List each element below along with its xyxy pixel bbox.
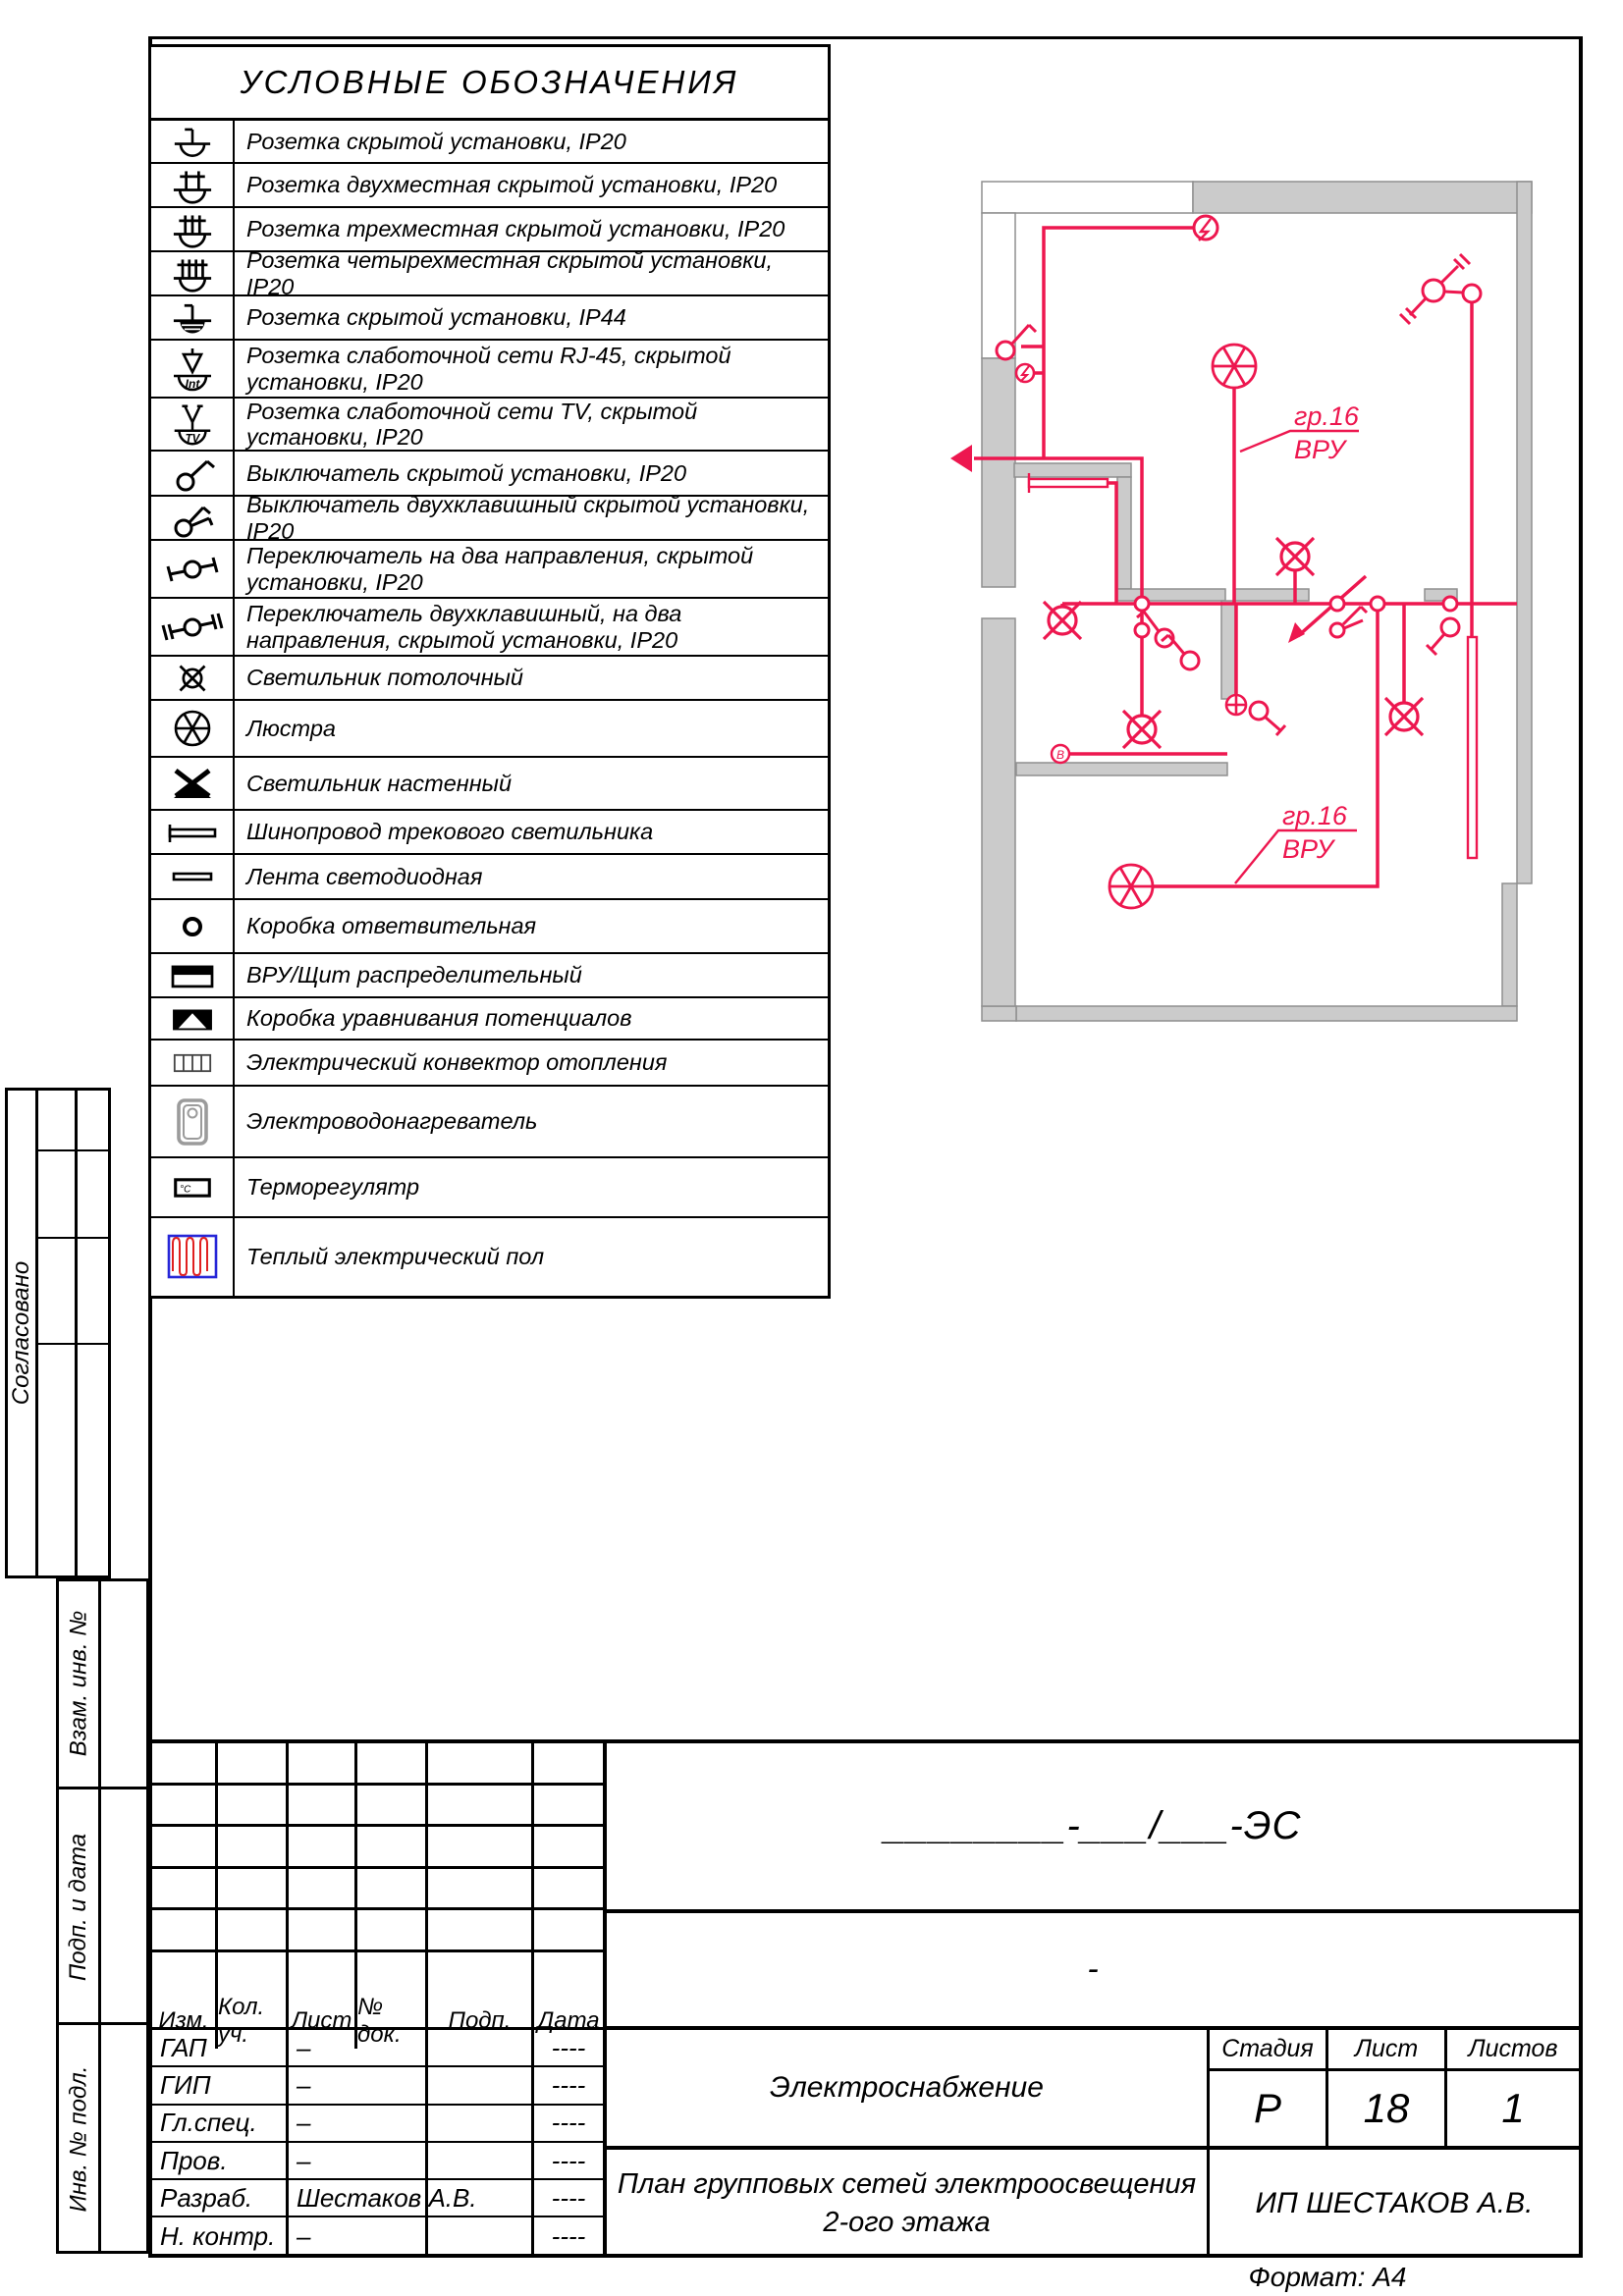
stamp-margin (56, 1578, 149, 2254)
feed-point-icon (1016, 364, 1034, 382)
frame-top (148, 36, 1583, 39)
changeover-1key-icon (151, 541, 235, 597)
svg-text:Int: Int (185, 376, 199, 391)
legend-row (151, 657, 828, 701)
svg-text:ВРУ: ВРУ (1294, 435, 1346, 464)
legend-label: Коробка уравнивания потенциалов (246, 1005, 632, 1032)
legend-label: Розетка трехместная скрытой установки, IP20 (246, 216, 785, 242)
distribution-board-icon (151, 954, 235, 996)
legend-row (151, 954, 828, 998)
format-label: Формат: А4 (1248, 2262, 1407, 2292)
legend-row (151, 1041, 828, 1087)
b-mark-label: В (1055, 748, 1065, 762)
svg-text:TV: TV (185, 433, 199, 446)
col-izm: Изм. (152, 1994, 218, 2049)
legend-row (151, 900, 828, 954)
stamp-cell-label: Подп. и дата (65, 1833, 91, 1982)
legend-label: Выключатель скрытой установки, IP20 (246, 459, 687, 486)
legend-label: Светильник настенный (246, 770, 513, 796)
legend-row (151, 208, 828, 252)
socket-triple-ip20-icon (151, 208, 235, 250)
sign (428, 2180, 534, 2217)
socket-quad-ip20-icon (151, 252, 235, 294)
legend-row (151, 599, 828, 657)
legend-row (151, 296, 828, 341)
led-strip-icon (1468, 637, 1477, 858)
sheet-label: Лист (1328, 2030, 1447, 2071)
signature-table (152, 2030, 603, 2258)
legend-row (151, 855, 828, 900)
name: – (289, 2106, 428, 2143)
date: ---- (534, 2143, 603, 2180)
legend-row (151, 758, 828, 811)
role: ГИП (152, 2067, 289, 2105)
legend-row (151, 492, 828, 544)
water-heater-icon (151, 1087, 235, 1156)
name: – (289, 2217, 428, 2255)
sign (428, 2217, 534, 2255)
switch-2key-icon (151, 497, 235, 539)
sheets-value: 1 (1501, 2085, 1525, 2131)
legend-label: Розетка слаботочной сети TV, скрытой установки, IP20 (246, 398, 698, 450)
col-list: Лист (289, 1994, 357, 2049)
legend-row (151, 247, 828, 299)
name: – (289, 2030, 428, 2067)
legend-row (151, 541, 828, 599)
stage-value: Р (1210, 2071, 1328, 2146)
legend-label: Переключатель двухклавишный, на два направления, скрытой установки, IP20 (246, 601, 682, 653)
group-label-2 (1235, 801, 1357, 883)
svg-text:°C: °C (179, 1184, 190, 1196)
stamp-cell-label: Взам. инв. № (65, 1610, 92, 1757)
group-label-1 (1240, 401, 1360, 464)
svg-text:ВРУ: ВРУ (1282, 834, 1334, 864)
svg-text:гр.16: гр.16 (1294, 401, 1359, 431)
legend-row (151, 811, 828, 855)
socket-tv-icon (151, 399, 235, 450)
socket-ip44-icon (151, 296, 235, 339)
chandelier-icon (151, 701, 235, 756)
section-title: Электроснабжение (607, 2030, 1210, 2146)
revision-grid (152, 1743, 603, 1994)
legend-label: Электрический конвектор отопления (246, 1049, 668, 1076)
name: – (289, 2067, 428, 2105)
legend-label: Лента светодиодная (246, 863, 483, 889)
stamp-cell (59, 1787, 146, 2022)
socket-double-ip20-icon (151, 164, 235, 206)
date: ---- (551, 2221, 586, 2252)
name: Шестаков А.В. (289, 2180, 428, 2217)
role: Н. контр. (152, 2217, 289, 2255)
drawing-title: План групповых сетей электроосвещения 2-ого этажа (607, 2150, 1210, 2258)
sign (428, 2030, 534, 2067)
legend-label: Переключатель на два направления, скрытой установки, IP20 (246, 543, 754, 595)
date: ---- (534, 2106, 603, 2143)
changeover-switch-icon (1400, 254, 1481, 324)
legend-label: Коробка ответвительная (246, 913, 537, 939)
legend-label: Розетка четырехместная скрытой установки, IP20 (246, 247, 774, 299)
legend-row (151, 452, 828, 497)
changeover-switch-icon (1250, 702, 1285, 735)
legend-label: Выключатель двухклавишный скрытой установки, IP20 (246, 492, 810, 544)
sheets-label: Листов (1447, 2030, 1579, 2071)
floor-plan (943, 147, 1591, 1031)
socket-rj45-icon (151, 341, 235, 397)
document-number: ________-___/___-ЭС (603, 1743, 1579, 1913)
plan-symbols (950, 216, 1481, 908)
svg-text:гр.16: гр.16 (1282, 801, 1347, 830)
switch-1key-icon (151, 452, 235, 495)
wall-light-icon (151, 758, 235, 809)
legend-label: Светильник потолочный (246, 665, 523, 691)
date: ---- (534, 2030, 603, 2067)
legend-row (151, 121, 828, 164)
document-subtitle: - (603, 1913, 1579, 2030)
agreed-label: Согласовано (8, 1260, 34, 1406)
legend-label: Розетка скрытой установки, IP20 (246, 128, 626, 154)
legend-row (151, 1218, 828, 1296)
col-dok: № док. (357, 1994, 428, 2049)
legend-row (151, 998, 828, 1041)
stage-label: Стадия (1210, 2030, 1328, 2071)
ceiling-light-icon (151, 657, 235, 699)
heated-floor-icon (151, 1218, 235, 1296)
role: Разраб. (152, 2180, 289, 2217)
cross-junction-icon (1226, 695, 1246, 715)
direction-arrow-icon (1288, 622, 1305, 643)
legend-row (151, 164, 828, 208)
legend-row (151, 341, 828, 399)
legend-row (151, 701, 828, 758)
convector-icon (151, 1041, 235, 1085)
changeover-2key-icon (151, 599, 235, 655)
legend-row (151, 1087, 828, 1158)
track-busbar-icon (151, 811, 235, 853)
title-block (152, 1739, 1579, 2254)
legend-label: Шинопровод трекового светильника (246, 819, 654, 845)
stamp-cell (59, 2022, 146, 2251)
agreed-block (5, 1088, 111, 1578)
role: Гл.спец. (152, 2106, 289, 2143)
legend-table (148, 44, 831, 1299)
legend-label: Теплый электрический пол (246, 1244, 545, 1270)
sheet-value: 18 (1328, 2071, 1447, 2146)
legend-label: Терморегулятр (246, 1174, 420, 1201)
legend-title: УСЛОВНЫЕ ОБОЗНАЧЕНИЯ (151, 47, 828, 121)
legend-label: Розетка слаботочной сети RJ-45, скрытой установки, IP20 (246, 343, 731, 395)
potential-box-icon (151, 998, 235, 1039)
legend-label: Электроводонагреватель (246, 1108, 538, 1135)
junction-box-icon (151, 900, 235, 952)
date: ---- (534, 2067, 603, 2105)
col-podp: Подп. (428, 1994, 534, 2049)
feed-point-icon (1194, 216, 1217, 240)
role: ГАП (152, 2030, 289, 2067)
role: Пров. (152, 2143, 289, 2180)
legend-label: Люстра (246, 715, 336, 741)
company-name: ИП ШЕСТАКОВ А.В. (1255, 2187, 1534, 2219)
sign (428, 2106, 534, 2143)
legend-row (151, 1158, 828, 1218)
col-koluch: Кол. уч. (218, 1994, 289, 2049)
sign (428, 2067, 534, 2105)
led-strip-icon (151, 855, 235, 898)
switch-icon (1427, 618, 1459, 655)
wiring (974, 228, 1517, 886)
stamp-cell (59, 1581, 146, 1787)
sign (428, 2143, 534, 2180)
name: – (289, 2143, 428, 2180)
legend-label: Розетка двухместная скрытой установки, IP20 (246, 172, 778, 198)
legend-label: Розетка скрытой установки, IP44 (246, 304, 626, 331)
legend-label: ВРУ/Щит распределительный (246, 962, 582, 988)
col-data: Дата (537, 2007, 600, 2034)
legend-row (151, 399, 828, 452)
stamp-cell-label: Инв. № подл. (65, 2065, 92, 2213)
socket-ip20-icon (151, 121, 235, 162)
wall-light-icon (950, 445, 972, 472)
date: ---- (534, 2180, 603, 2217)
thermostat-icon (151, 1158, 235, 1216)
